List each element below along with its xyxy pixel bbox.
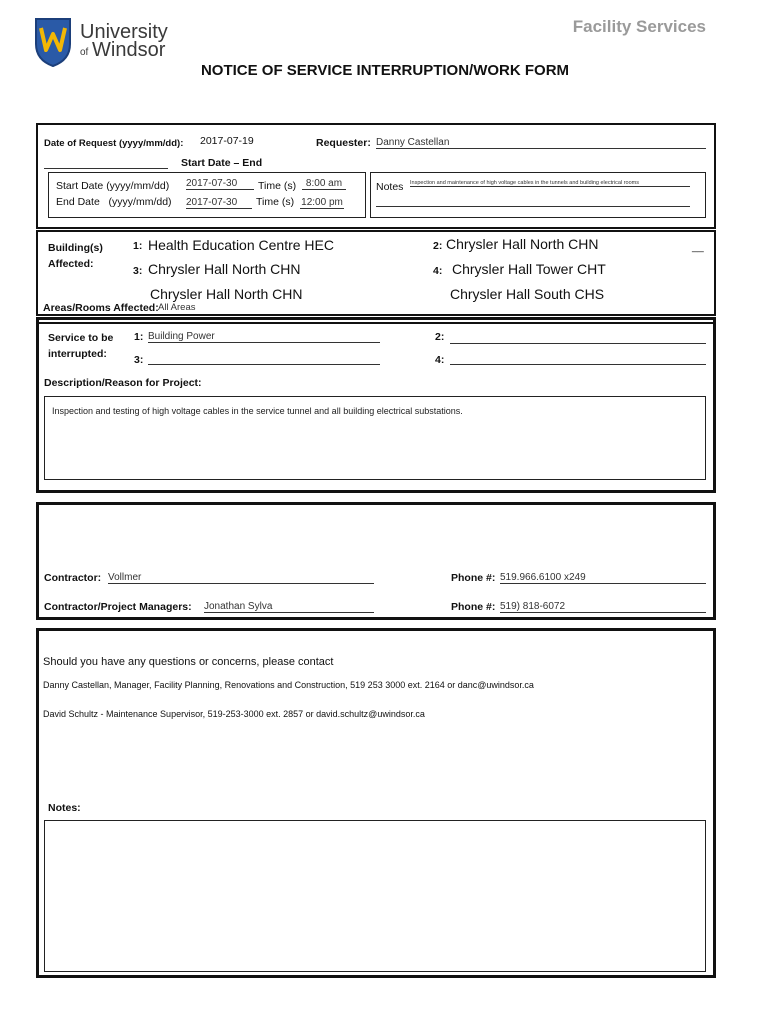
service-2-field[interactable] xyxy=(450,331,706,344)
service-2-number: 2: xyxy=(435,331,445,343)
service-1-number: 1: xyxy=(134,331,144,343)
start-end-heading: Start Date – End xyxy=(181,157,263,169)
building-4-field[interactable]: Chrysler Hall Tower CHT xyxy=(452,261,606,277)
building-1-field[interactable]: Health Education Centre HEC xyxy=(148,237,334,253)
service-3-field[interactable] xyxy=(148,352,380,365)
managers-label: Contractor/Project Managers: xyxy=(44,601,192,613)
department-name: Facility Services xyxy=(572,17,706,36)
section-divider-line xyxy=(36,322,716,324)
university-windsor: Windsor xyxy=(92,39,166,61)
building-5-field[interactable]: Chrysler Hall North CHN xyxy=(150,286,303,302)
contractor-field[interactable]: Vollmer xyxy=(108,572,374,584)
managers-field[interactable]: Jonathan Sylva xyxy=(204,601,374,613)
building-2-dash: __ xyxy=(692,241,704,253)
requester-field[interactable]: Danny Castellan xyxy=(376,137,706,149)
notes-label: Notes xyxy=(376,181,404,193)
building-2-field[interactable]: Chrysler Hall North CHN xyxy=(446,236,599,252)
service-label-2: interrupted: xyxy=(48,348,107,360)
contractor-phone-field[interactable]: 519.966.6100 x249 xyxy=(500,572,706,584)
building-2-number: 2: xyxy=(433,240,443,252)
end-date-field[interactable]: 2017-07-30 xyxy=(186,197,252,209)
building-3-field[interactable]: Chrysler Hall North CHN xyxy=(148,261,301,277)
building-4-number: 4: xyxy=(433,265,443,277)
contact-intro: Should you have any questions or concerns, please contact xyxy=(43,656,334,668)
end-date-label: End Date (yyyy/mm/dd) xyxy=(56,196,172,208)
description-text: Inspection and testing of high voltage cables in the service tunnel and all building electrical substations. xyxy=(52,406,463,416)
contractor-label: Contractor: xyxy=(44,572,102,584)
form-title: NOTICE OF SERVICE INTERRUPTION/WORK FORM xyxy=(200,62,570,79)
areas-label: Areas/Rooms Affected: xyxy=(43,302,159,314)
notes-textarea[interactable] xyxy=(44,820,706,972)
notes-field[interactable]: Inspection and maintenance of high voltage cables in the tunnels and building electrical rooms xyxy=(410,180,690,187)
start-time-label: Time (s) xyxy=(258,180,297,192)
notes-second-line xyxy=(376,206,690,207)
start-date-field[interactable]: 2017-07-30 xyxy=(186,178,254,190)
contact-line-1: Danny Castellan, Manager, Facility Planning, Renovations and Construction, 519 253 3000 ext. 2164 or danc@uwindsor.ca xyxy=(43,680,534,690)
service-3-number: 3: xyxy=(134,354,144,366)
buildings-label-1: Building(s) xyxy=(48,242,103,254)
start-date-label: Start Date (yyyy/mm/dd) xyxy=(56,180,170,192)
description-label: Description/Reason for Project: xyxy=(44,377,202,389)
blank-underline xyxy=(44,168,168,169)
end-time-label: Time (s) xyxy=(256,196,295,208)
building-6-field[interactable]: Chrysler Hall South CHS xyxy=(450,286,605,302)
university-name: University xyxy=(80,21,168,43)
areas-field[interactable]: All Areas xyxy=(158,302,196,313)
building-3-number: 3: xyxy=(133,265,143,277)
contractor-phone-label: Phone #: xyxy=(451,572,496,584)
service-label-1: Service to be xyxy=(48,332,114,344)
date-of-request-label: Date of Request (yyyy/mm/dd): xyxy=(44,138,184,149)
service-4-field[interactable] xyxy=(450,352,706,365)
start-time-field[interactable]: 8:00 am xyxy=(302,178,346,190)
contact-line-2: David Schultz - Maintenance Supervisor, 519-253-3000 ext. 2857 or david.schultz@uwindsor.ca xyxy=(43,709,425,719)
notes-section-label: Notes: xyxy=(48,802,81,814)
service-1-field[interactable]: Building Power xyxy=(148,331,380,343)
requester-label: Requester: xyxy=(316,137,371,149)
notes-box xyxy=(370,172,706,218)
building-1-number: 1: xyxy=(133,240,143,252)
university-of: of xyxy=(80,47,89,58)
managers-phone-label: Phone #: xyxy=(451,601,496,613)
end-time-field[interactable]: 12:00 pm xyxy=(301,197,343,208)
buildings-label-2: Affected: xyxy=(48,258,94,270)
shield-crest-icon xyxy=(33,16,73,68)
date-of-request-value[interactable]: 2017-07-19 xyxy=(200,135,254,147)
service-4-number: 4: xyxy=(435,354,445,366)
managers-phone-field[interactable]: 519) 818-6072 xyxy=(500,601,706,613)
